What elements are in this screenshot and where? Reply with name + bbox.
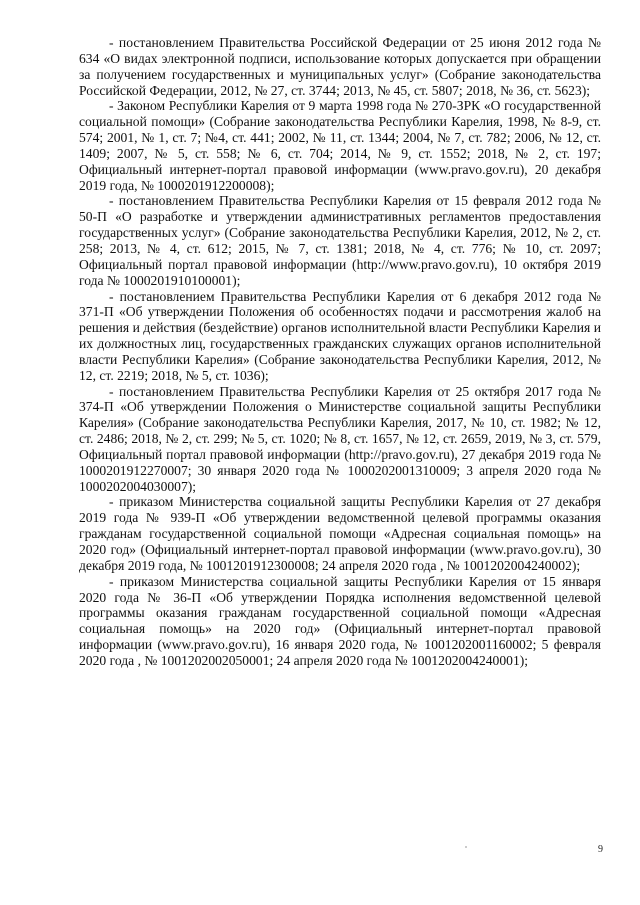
paragraph-law-270-zrk: - Законом Республики Карелия от 9 марта 1998 года № 270-ЗРК «О государственной социальной помощи» (Собрание законодательства Республики Карелия, 1998, № 8-9, ст. 574; 2001, № 1, ст. 7; №4, ст. 441; 2002, № 11, ст. 1344; 2004, № 7, ст. 782; 2006, № 12, ст. 1409; 2007, № 5, ст. 558; № 6, ст. 704; 2014, № 9, ст. 1552; 2018, № 2, ст. 197; Официальный интернет-портал правовой информации (www.pravo.gov.ru), 20 декабря 2019 года, № 1000201912200008); (79, 98, 601, 193)
paragraph-order-36-p: - приказом Министерства социальной защиты Республики Карелия от 15 января 2020 года № 36-П «Об утверждении Порядка исполнения ведомственной целевой программы оказания гражданам государственной социальной помощи «Адресная социальная помощь» на 2020 год» (Официальный интернет-портал правовой информации (www.pravo.gov.ru), 16 января 2020 года, № 1001202001160002; 5 февраля 2020 года , № 1001202002050001; 24 апреля 2020 года № 1001202004240001); (79, 573, 601, 668)
paragraph-decree-50-p: - постановлением Правительства Республики Карелия от 15 февраля 2012 года № 50-П «О разработке и утверждении административных регламентов предоставления государственных услуг» (Собрание законодательства Республики Карелия, 2012, № 2, ст. 258; 2013, № 4, ст. 612; 2015, № 7, ст. 1381; 2018, № 4, ст. 776; № 10, ст. 2097; Официальный портал правовой информации (http://www.pravo.gov.ru), 10 октября 2019 года № 1000201910100001); (79, 193, 601, 288)
page-number: 9 (598, 844, 603, 855)
scan-artifact (465, 846, 467, 848)
paragraph-decree-371-p: - постановлением Правительства Республики Карелия от 6 декабря 2012 года № 371-П «Об утверждении Положения об особенностях подачи и рассмотрения жалоб на решения и действия (бездействие) органов исполнительной власти Республики Карелия и их должностных лиц, государственных гражданских служащих органов исполнительной власти Республики Карелия» (Собрание законодательства Республики Карелия, 2012, № 12, ст. 2219; 2018, № 5, ст. 1036); (79, 288, 601, 383)
paragraph-decree-374-p: - постановлением Правительства Республики Карелия от 25 октября 2017 года № 374-П «Об утверждении Положения о Министерстве социальной защиты Республики Карелия» (Собрание законодательства Республики Карелия, 2017, № 10, ст. 1982; № 12, ст. 2486; 2018, № 2, ст. 299; № 5, ст. 1020; № 8, ст. 1657, № 12, ст. 2659, 2019, № 3, ст. 579, Официальный портал правовой информации (http://pravo.gov.ru), 27 декабря 2019 года № 1000201912270007; 30 января 2020 года № 1000202001310009; 3 апреля 2020 года № 1000202004030007); (79, 383, 601, 494)
document-body (79, 35, 601, 669)
paragraph-order-939-p: - приказом Министерства социальной защиты Республики Карелия от 27 декабря 2019 года № 939-П «Об утверждении ведомственной целевой программы оказания гражданам государственной социальной помощи «Адресная социальная помощь» на 2020 год» (Официальный интернет-портал правовой информации (www.pravo.gov.ru), 30 декабря 2019 года, № 1001201912300008; 24 апреля 2020 года , № 1001202004240002); (79, 494, 601, 573)
paragraph-decree-634: - постановлением Правительства Российской Федерации от 25 июня 2012 года № 634 «О видах электронной подписи, использование которых допускается при обращении за получением государственных и муниципальных услуг» (Собрание законодательства Российской Федерации, 2012, № 27, ст. 3744; 2013, № 45, ст. 5807; 2018, № 36, ст. 5623); (79, 35, 601, 98)
